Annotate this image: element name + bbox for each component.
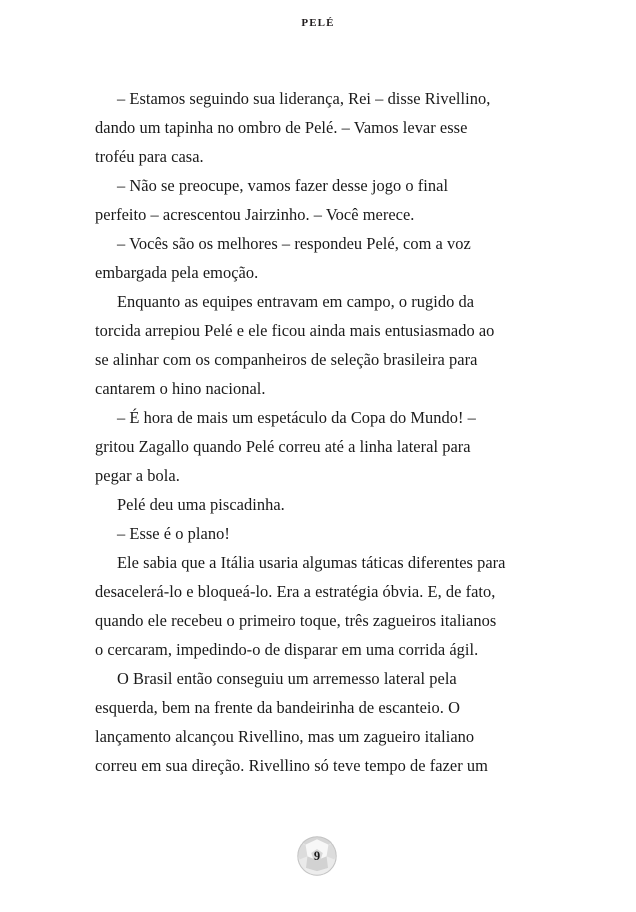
body-line: O Brasil então conseguiu um arremesso lateral pela — [117, 669, 457, 688]
body-line: Pelé deu uma piscadinha. — [117, 495, 285, 514]
body-line: troféu para casa. — [95, 147, 204, 166]
body-line: dando um tapinha no ombro de Pelé. – Vamos levar esse — [95, 118, 468, 137]
body-line: se alinhar com os companheiros de seleção brasileira para — [95, 350, 478, 369]
body-line: quando ele recebeu o primeiro toque, três zagueiros italianos — [95, 611, 497, 630]
body-line: Ele sabia que a Itália usaria algumas táticas diferentes para — [117, 553, 506, 572]
body-line: pegar a bola. — [95, 466, 180, 485]
body-text-block — [95, 84, 535, 780]
body-line: – É hora de mais um espetáculo da Copa do Mundo! – — [117, 408, 476, 427]
body-line: esquerda, bem na frente da bandeirinha de escanteio. O — [95, 698, 460, 717]
body-line: torcida arrepiou Pelé e ele ficou ainda mais entusiasmado ao — [95, 321, 495, 340]
body-line: – Estamos seguindo sua liderança, Rei – disse Rivellino, — [117, 89, 491, 108]
body-line: lançamento alcançou Rivellino, mas um zagueiro italiano — [95, 727, 475, 746]
running-head: PELÉ — [301, 17, 335, 29]
body-line: perfeito – acrescentou Jairzinho. – Você merece. — [95, 205, 415, 224]
body-line: Enquanto as equipes entravam em campo, o rugido da — [117, 292, 475, 311]
body-line: embargada pela emoção. — [95, 263, 259, 282]
body-line: o cercaram, impedindo-o de disparar em uma corrida ágil. — [95, 640, 479, 659]
page-number: 9 — [313, 848, 321, 863]
body-line: cantarem o hino nacional. — [95, 379, 266, 398]
body-line: – Esse é o plano! — [117, 524, 230, 543]
body-line: correu em sua direção. Rivellino só teve tempo de fazer um — [95, 756, 488, 775]
body-line: desacelerá-lo e bloqueá-lo. Era a estratégia óbvia. E, de fato, — [95, 582, 496, 601]
body-line: – Vocês são os melhores – respondeu Pelé, com a voz — [117, 234, 471, 253]
page-folio — [297, 836, 337, 876]
body-line: – Não se preocupe, vamos fazer desse jogo o final — [117, 176, 449, 195]
body-line: gritou Zagallo quando Pelé correu até a linha lateral para — [95, 437, 471, 456]
